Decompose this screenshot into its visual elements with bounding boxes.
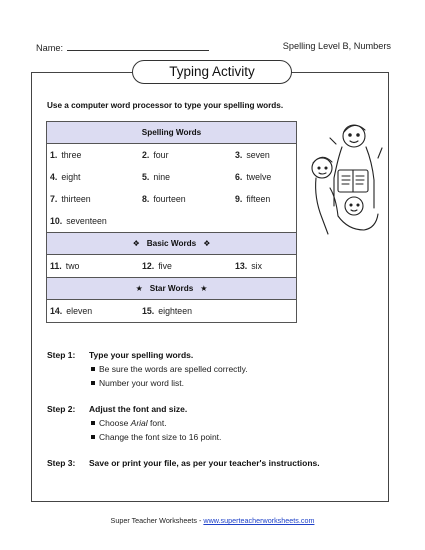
spelling-words-header: Spelling Words xyxy=(47,122,296,144)
footer-brand: Super Teacher Worksheets - xyxy=(110,516,204,525)
word-row xyxy=(47,210,296,233)
word-number: 10. xyxy=(50,216,63,226)
word-row xyxy=(47,188,296,210)
diamond-icon: ❖ xyxy=(132,239,140,248)
step-bullet xyxy=(47,416,387,430)
word-number: 9. xyxy=(235,194,243,204)
step xyxy=(47,348,387,390)
word-number: 5. xyxy=(142,172,150,182)
step-text: Type your spelling words. xyxy=(89,350,194,360)
kids-reading-illustration xyxy=(308,118,384,238)
footer xyxy=(0,516,425,525)
word-text: two xyxy=(65,261,80,271)
word-number: 13. xyxy=(235,261,248,271)
page-title: Typing Activity xyxy=(132,60,292,84)
word-text: twelve xyxy=(246,172,272,182)
step-heading xyxy=(47,456,387,470)
star-words-header xyxy=(47,278,296,300)
name-field xyxy=(36,41,209,53)
step-number: Step 1: xyxy=(47,350,76,360)
word-text: nine xyxy=(153,172,170,182)
word-item xyxy=(50,172,80,182)
word-item xyxy=(50,261,79,271)
word-number: 7. xyxy=(50,194,58,204)
footer-link[interactable]: www.superteacherworksheets.com xyxy=(203,516,315,525)
word-number: 6. xyxy=(235,172,243,182)
bullet-text: Change the font size to 16 point. xyxy=(99,432,222,442)
word-item xyxy=(142,172,170,182)
star-words-label: Star Words xyxy=(149,284,194,293)
basic-words-label: Basic Words xyxy=(146,239,197,248)
word-text: eight xyxy=(61,172,81,182)
word-text: fifteen xyxy=(246,194,271,204)
word-item xyxy=(142,306,192,316)
word-number: 1. xyxy=(50,150,58,160)
word-text: eighteen xyxy=(158,306,192,316)
star-icon: ★ xyxy=(200,284,208,293)
bullet-square-icon xyxy=(91,381,95,385)
diamond-icon: ❖ xyxy=(203,239,211,248)
word-text: seventeen xyxy=(66,216,107,226)
basic-rows xyxy=(47,255,296,278)
bullet-square-icon xyxy=(91,421,95,425)
bullet-square-icon xyxy=(91,435,95,439)
word-number: 14. xyxy=(50,306,63,316)
spelling-rows xyxy=(47,144,296,233)
word-text: eleven xyxy=(66,306,93,316)
step-text: Adjust the font and size. xyxy=(89,404,188,414)
bullet-text: Number your word list. xyxy=(99,378,185,388)
bullet-square-icon xyxy=(91,367,95,371)
word-item xyxy=(142,150,169,160)
word-text: seven xyxy=(246,150,270,160)
level-label: Spelling Level B, Numbers xyxy=(282,41,391,51)
word-number: 11. xyxy=(50,261,62,271)
spelling-words-table xyxy=(46,121,297,323)
star-icon: ★ xyxy=(135,284,143,293)
word-text: six xyxy=(251,261,262,271)
word-item xyxy=(50,306,92,316)
basic-words-header xyxy=(47,233,296,255)
word-item xyxy=(235,150,270,160)
word-row xyxy=(47,166,296,188)
step-text: Save or print your file, as per your teacher's instructions. xyxy=(89,458,320,468)
step-number: Step 3: xyxy=(47,458,76,468)
word-number: 15. xyxy=(142,306,155,316)
word-row xyxy=(47,255,296,278)
word-item xyxy=(50,150,81,160)
word-number: 3. xyxy=(235,150,243,160)
word-text: five xyxy=(158,261,172,271)
instruction-text: Use a computer word processor to type your spelling words. xyxy=(47,101,284,110)
name-line xyxy=(67,41,209,51)
word-number: 2. xyxy=(142,150,150,160)
steps-list xyxy=(47,348,387,476)
word-item xyxy=(142,194,186,204)
word-text: four xyxy=(153,150,169,160)
step-heading xyxy=(47,402,387,416)
star-rows xyxy=(47,300,296,322)
word-item xyxy=(235,172,271,182)
word-text: three xyxy=(61,150,82,160)
step-bullet xyxy=(47,376,387,390)
step-heading xyxy=(47,348,387,362)
word-item xyxy=(142,261,172,271)
word-number: 8. xyxy=(142,194,150,204)
word-number: 12. xyxy=(142,261,155,271)
name-label: Name: xyxy=(36,43,64,53)
word-item xyxy=(50,216,107,226)
bullet-text: Choose Arial font. xyxy=(99,418,167,428)
bullet-text: Be sure the words are spelled correctly. xyxy=(99,364,248,374)
step xyxy=(47,456,387,470)
word-number: 4. xyxy=(50,172,58,182)
step xyxy=(47,402,387,444)
step-bullet xyxy=(47,362,387,376)
word-text: fourteen xyxy=(153,194,186,204)
word-item xyxy=(235,194,270,204)
word-row xyxy=(47,144,296,166)
word-item xyxy=(50,194,91,204)
step-number: Step 2: xyxy=(47,404,76,414)
word-row xyxy=(47,300,296,322)
word-text: thirteen xyxy=(61,194,91,204)
word-item xyxy=(235,261,262,271)
step-bullet xyxy=(47,430,387,444)
